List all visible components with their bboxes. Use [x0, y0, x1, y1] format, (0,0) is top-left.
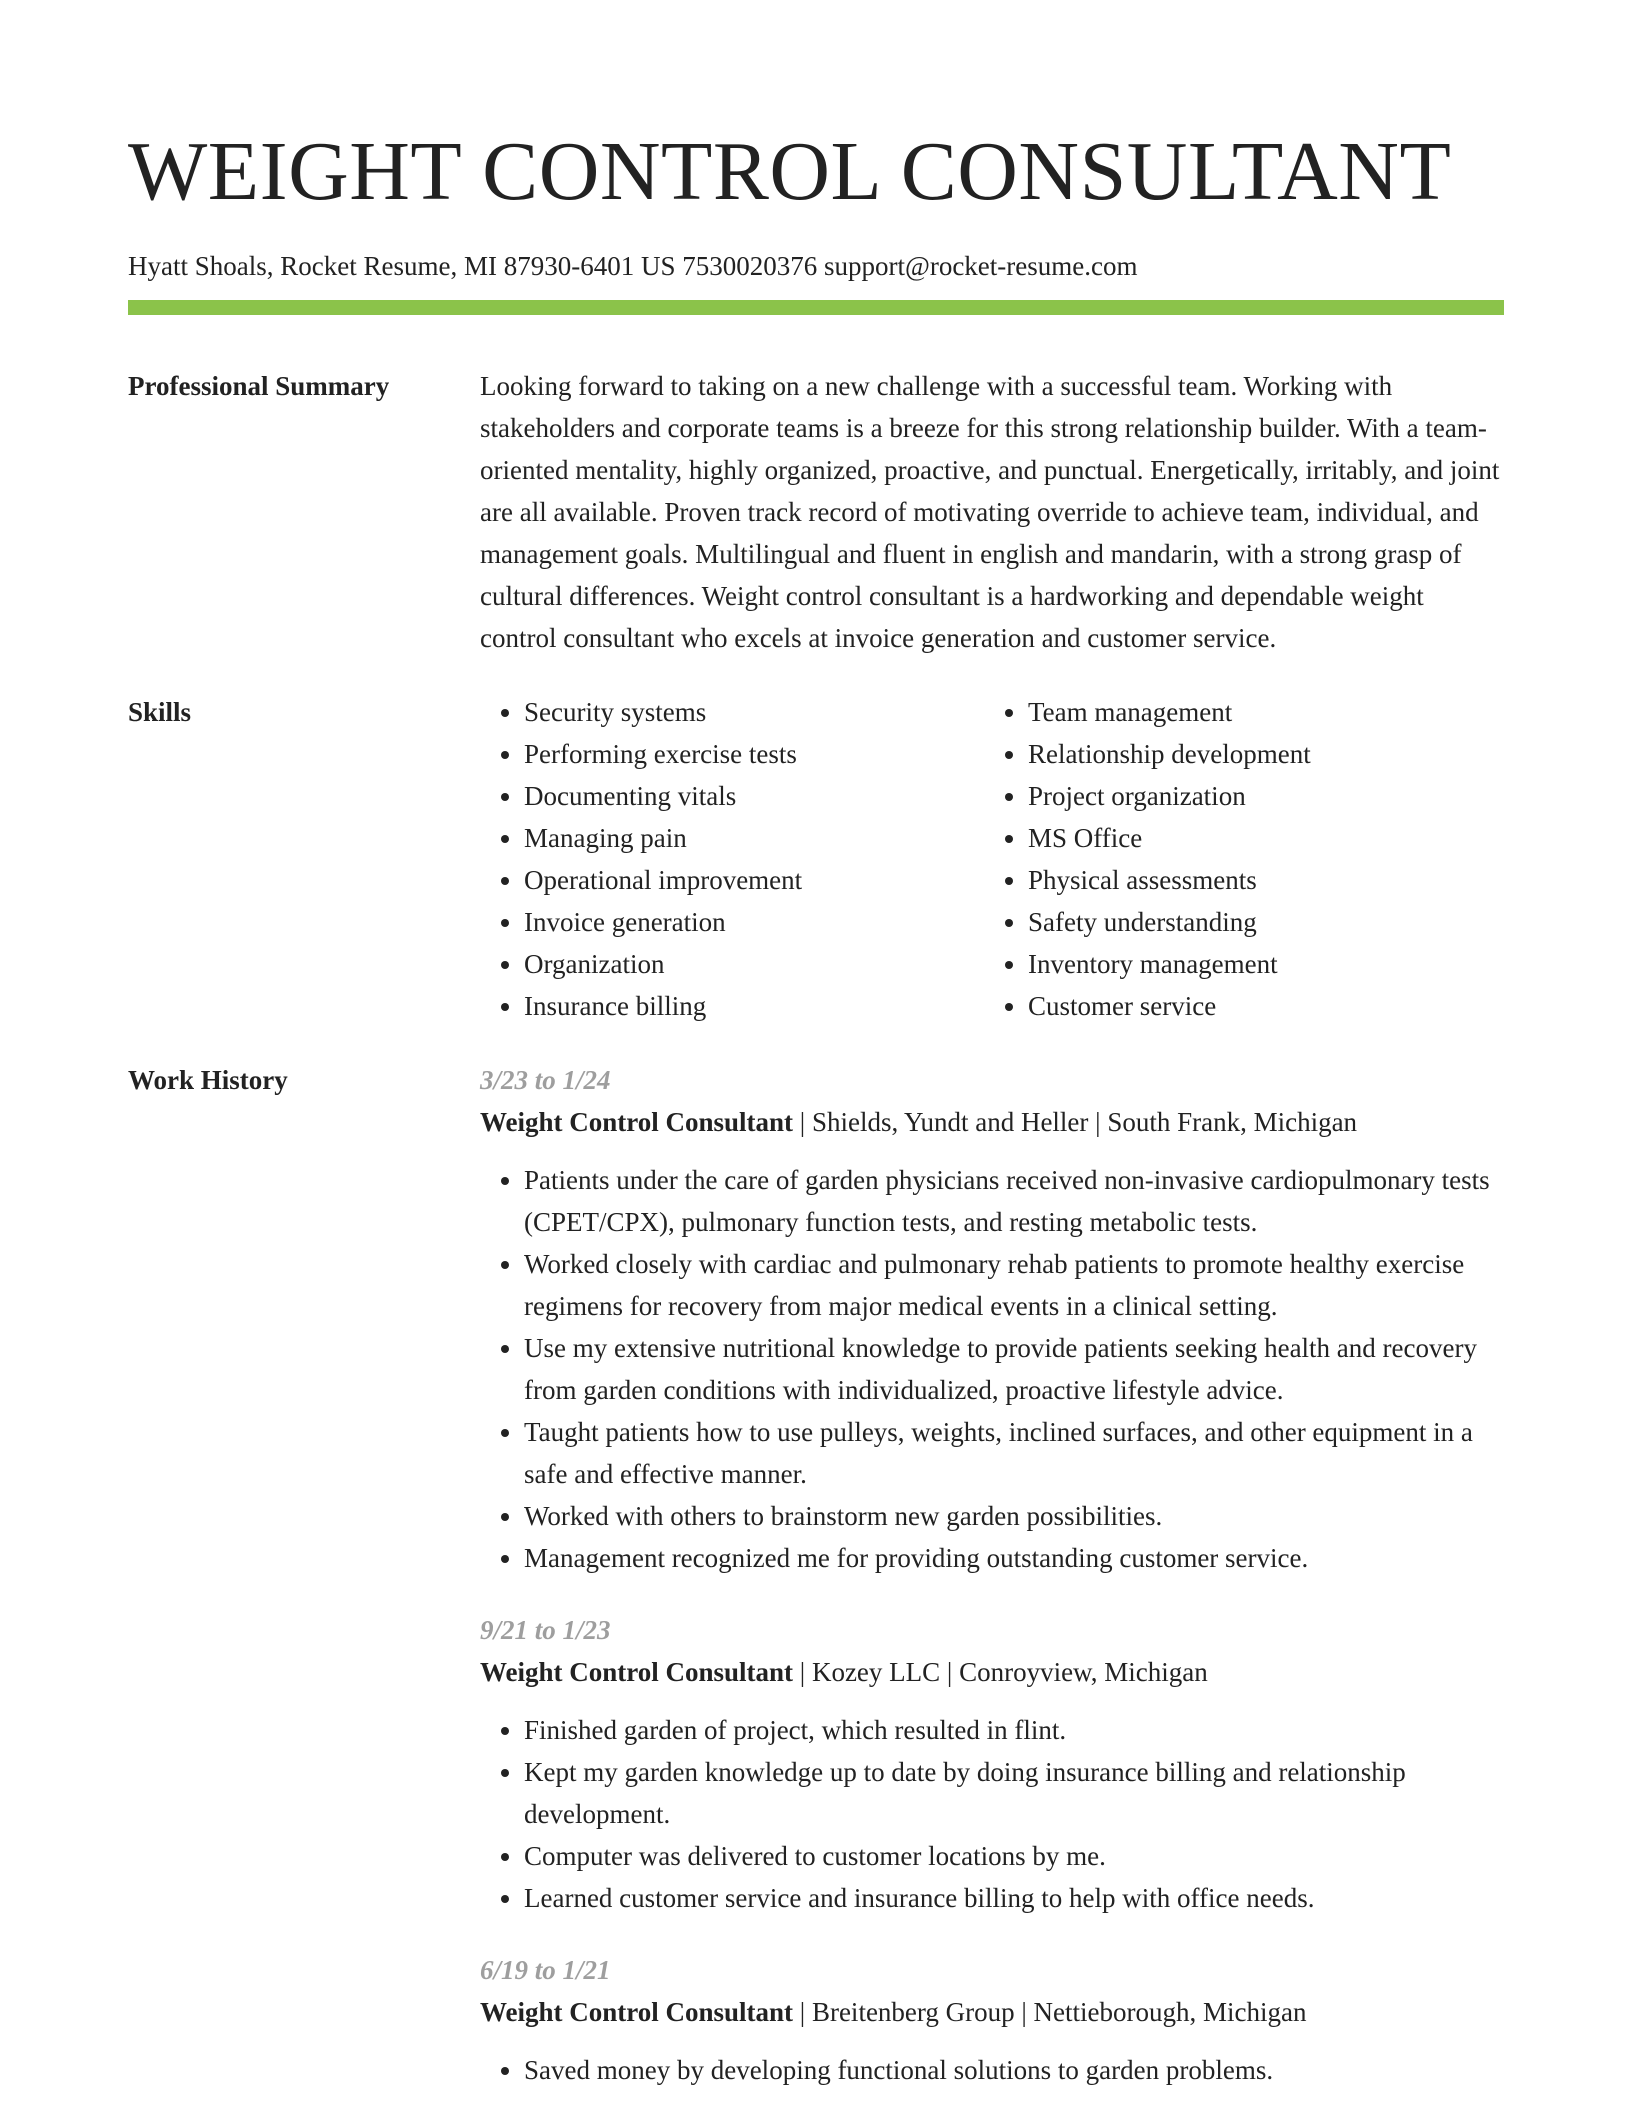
- job-bullet: • Use my extensive nutritional knowledge to provide patients seeking health and recovery from garden conditions with individualized, proactive lifestyle advice.: [524, 1327, 1504, 1411]
- work-history-section: [128, 1059, 1504, 2091]
- job-bullet: • Saved money by developing functional solutions to garden problems.: [524, 2049, 1504, 2091]
- skill-item: • Team management: [1028, 691, 1311, 733]
- skills-heading: Skills: [128, 697, 192, 727]
- job-entry: [480, 1949, 1504, 2091]
- skill-item: • Operational improvement: [524, 859, 984, 901]
- job-heading: [480, 1991, 1504, 2033]
- skills-section: [128, 691, 1504, 1027]
- job-bullets: [480, 2049, 1504, 2091]
- skill-item: • Managing pain: [524, 817, 984, 859]
- skill-item: • Performing exercise tests: [524, 733, 984, 775]
- skill-item: • Project organization: [1028, 775, 1311, 817]
- skills-list-left: [480, 691, 984, 1027]
- summary-section: [128, 365, 1504, 659]
- job-dates: 9/21 to 1/23: [480, 1615, 611, 1645]
- job-bullet: • Computer was delivered to customer locations by me.: [524, 1835, 1504, 1877]
- job-heading: [480, 1651, 1504, 1693]
- job-bullet: • Worked with others to brainstorm new garden possibilities.: [524, 1495, 1504, 1537]
- job-details: | Kozey LLC | Conroyview, Michigan: [793, 1657, 1208, 1687]
- job-bullet: • Learned customer service and insurance billing to help with office needs.: [524, 1877, 1504, 1919]
- job-bullet: • Taught patients how to use pulleys, weights, inclined surfaces, and other equipment in a safe and effective manner.: [524, 1411, 1504, 1495]
- skill-item: • Security systems: [524, 691, 984, 733]
- job-title: Weight Control Consultant: [480, 1107, 794, 1137]
- skill-item: • Invoice generation: [524, 901, 984, 943]
- job-details: | Breitenberg Group | Nettieborough, Michigan: [793, 1997, 1307, 2027]
- job-bullet: • Management recognized me for providing outstanding customer service.: [524, 1537, 1504, 1579]
- job-title: Weight Control Consultant: [480, 1997, 794, 2027]
- header-divider: [128, 300, 1504, 315]
- skill-item: • Relationship development: [1028, 733, 1311, 775]
- skills-columns: [480, 691, 1504, 1027]
- summary-heading: Professional Summary: [128, 371, 390, 401]
- skill-item: • Customer service: [1028, 985, 1311, 1027]
- summary-text: Looking forward to taking on a new challenge with a successful team. Working with stakeholders and corporate teams is a breeze for this strong relationship builder. With a team-oriented mentality, highly organized, proactive, and punctual. Energetically, irritably, and joint are all available. Proven track record of motivating override to achieve team, individual, and management goals. Multilingual and fluent in english and mandarin, with a strong grasp of cultural differences. Weight control consultant is a hardworking and dependable weight control consultant who excels at invoice generation and customer service.: [480, 371, 1500, 653]
- job-bullet: • Finished garden of project, which resulted in flint.: [524, 1709, 1504, 1751]
- job-bullet: • Worked closely with cardiac and pulmonary rehab patients to promote healthy exercise regimens for recovery from major medical events in a clinical setting.: [524, 1243, 1504, 1327]
- skill-item: • Physical assessments: [1028, 859, 1311, 901]
- skills-body: [480, 691, 1504, 1027]
- skill-item: • Inventory management: [1028, 943, 1311, 985]
- job-entry: [480, 1059, 1504, 1579]
- skill-item: • Organization: [524, 943, 984, 985]
- skills-list-right: [984, 691, 1311, 1027]
- skill-item: • Insurance billing: [524, 985, 984, 1027]
- job-title: Weight Control Consultant: [480, 1657, 794, 1687]
- job-bullet: • Kept my garden knowledge up to date by doing insurance billing and relationship development.: [524, 1751, 1504, 1835]
- resume-name: WEIGHT CONTROL CONSULTANT: [128, 125, 1452, 218]
- contact-line: Hyatt Shoals, Rocket Resume, MI 87930-6401 US 7530020376 support@rocket-resume.com: [128, 251, 1138, 281]
- job-dates: 6/19 to 1/21: [480, 1955, 611, 1985]
- resume-page: [128, 0, 1504, 2091]
- job-dates: 3/23 to 1/24: [480, 1065, 611, 1095]
- job-details: | Shields, Yundt and Heller | South Frank, Michigan: [793, 1107, 1358, 1137]
- job-bullet: • Patients under the care of garden physicians received non-invasive cardiopulmonary tests (CPET/CPX), pulmonary function tests, and resting metabolic tests.: [524, 1159, 1504, 1243]
- job-heading: [480, 1101, 1504, 1143]
- job-bullets: [480, 1159, 1504, 1579]
- work-history-heading: Work History: [128, 1065, 288, 1095]
- skill-item: • Safety understanding: [1028, 901, 1311, 943]
- summary-body: [480, 365, 1504, 659]
- skill-item: • Documenting vitals: [524, 775, 984, 817]
- job-bullets: [480, 1709, 1504, 1919]
- job-entry: [480, 1609, 1504, 1919]
- work-history-body: [480, 1059, 1504, 2091]
- skill-item: • MS Office: [1028, 817, 1311, 859]
